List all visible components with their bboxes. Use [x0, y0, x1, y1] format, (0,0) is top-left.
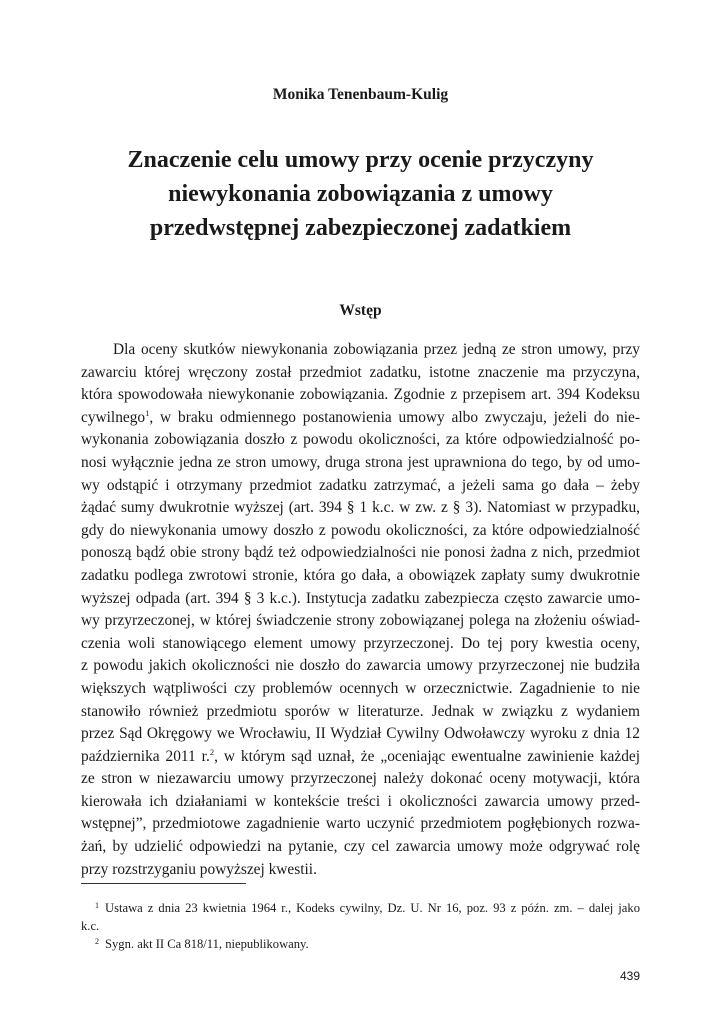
paragraph-line: zawarciu której wręczony został przedmiot zadatku, istotne znaczenie ma przyczyna, — [81, 363, 640, 381]
page-number: 439 — [619, 969, 640, 983]
paragraph-line: ze stron w niezawarciu umowy przyrzeczonej należy dokonać oceny motywacji, która — [81, 770, 640, 788]
footnote-number: 2 — [95, 937, 99, 946]
paragraph-line — [81, 407, 640, 430]
paragraph-line: wykonania zobowiązania doszło z powodu okoliczności, za które odpowiedzialność po- — [81, 431, 640, 449]
paragraph-line: wy odstąpić i otrzymany przedmiot zadatku zatrzymać, a jeżeli sama go dała – żeby — [81, 476, 640, 494]
section-heading: Wstęp — [339, 302, 382, 319]
paragraph-line: przez Sąd Okręgowy we Wrocławiu, II Wydział Cywilny Odwoławczy wyroku z dnia 12 — [81, 725, 640, 743]
paragraph-line: Dla oceny skutków niewykonania zobowiązania przez jedną ze stron umowy, przy — [113, 341, 640, 358]
paragraph-line: żądać sumy dwukrotnie wyższej (art. 394 § 1 k.c. w zw. z § 3). Natomiast w przypadku, — [81, 499, 640, 517]
footnote-number: 1 — [95, 901, 99, 910]
paragraph-line: żań, by udzielić odpowiedzi na pytanie, czy cel zawarcia umowy może odgrywać rolę — [81, 838, 640, 856]
footnote-separator — [81, 883, 246, 884]
footnotes — [81, 899, 640, 953]
article-title — [80, 143, 641, 245]
footnote-1-continued: k.c. — [81, 919, 100, 933]
paragraph-line: nosi wyłącznie jedna ze stron umowy, druga strona jest uprawniona do tego, by od umo- — [81, 453, 640, 471]
body-paragraph — [81, 339, 640, 881]
paragraph-line: kierowała ich działaniami w kontekście treści i okoliczności zawarcia umowy przed- — [81, 792, 640, 810]
paragraph-line: przy rozstrzyganiu powyższej kwestii. — [81, 860, 317, 878]
paragraph-text: cywilnego — [81, 408, 146, 426]
paragraph-line: wstępnej”, przedmiotowe zagadnienie warto uczynić przedmiotem pogłębionych rozwa- — [81, 815, 640, 833]
footnote-2 — [81, 935, 640, 953]
footnote-ref-2[interactable]: 2 — [209, 746, 215, 757]
paragraph-line: ponoszą bądź obie strony bądź też odpowiedzialności nie ponosi żadna z nich, przedmiot — [81, 544, 640, 562]
paragraph-line: gdy do niewykonania umowy doszło z powodu okoliczności, za które odpowiedzialność — [81, 521, 640, 539]
title-line: Znaczenie celu umowy przy ocenie przyczyny — [127, 147, 594, 173]
paragraph-line — [81, 746, 640, 769]
paragraph-line: wyższej odpada (art. 394 § 3 k.c.). Instytucja zadatku zabezpiecza często zawarcie umo- — [81, 589, 640, 607]
paragraph-line: która spowodowała niewykonanie zobowiązania. Zgodnie z przepisem art. 394 Kodeksu — [81, 386, 640, 404]
author-name: Monika Tenenbaum-Kulig — [272, 86, 449, 103]
paragraph-line: czenia woli stanowiącego element umowy przyrzeczonej. Do tej pory kwestia oceny, — [81, 634, 640, 652]
title-line: przedwstępnej zabezpieczonej zadatkiem — [149, 215, 572, 241]
footnote-text: Ustawa z dnia 23 kwietnia 1964 r., Kodeks cywilny, Dz. U. Nr 16, poz. 93 z późn. zm. – dalej jako — [105, 901, 640, 915]
paragraph-line: większych wątpliwości czy problemów ocennych w orzecznictwie. Zagadnienie to nie — [81, 679, 640, 697]
paragraph-line: zadatku podlega zwrotowi stronie, która go dała, a obowiązek zapłaty sumy dwukrotnie — [81, 566, 640, 584]
paragraph-line: stanowiło również przedmiotu sporów w literaturze. Jednak w związku z wydaniem — [81, 702, 640, 720]
paragraph-line: wy przyrzeczonej, w której świadczenie strony zobowiązanej polega na złożeniu oświad- — [81, 612, 640, 630]
paragraph-text: , w którym sąd uznał, że „oceniając ewentualne zawinienie każdej — [214, 747, 640, 765]
title-line: niewykonania zobowiązania z umowy — [168, 181, 553, 207]
paragraph-text: , w braku odmiennego postanowienia umowy albo zwyczaju, jeżeli do nie- — [149, 408, 640, 426]
paragraph-text: października 2011 r. — [81, 747, 210, 765]
footnote-text: Sygn. akt II Ca 818/11, niepublikowany. — [105, 937, 309, 951]
footnote-ref-1[interactable]: 1 — [145, 407, 150, 418]
paragraph-line: z powodu jakich okoliczności nie doszło do zawarcia umowy przyrzeczonej nie budziła — [81, 657, 640, 675]
footnote-1 — [81, 899, 640, 917]
